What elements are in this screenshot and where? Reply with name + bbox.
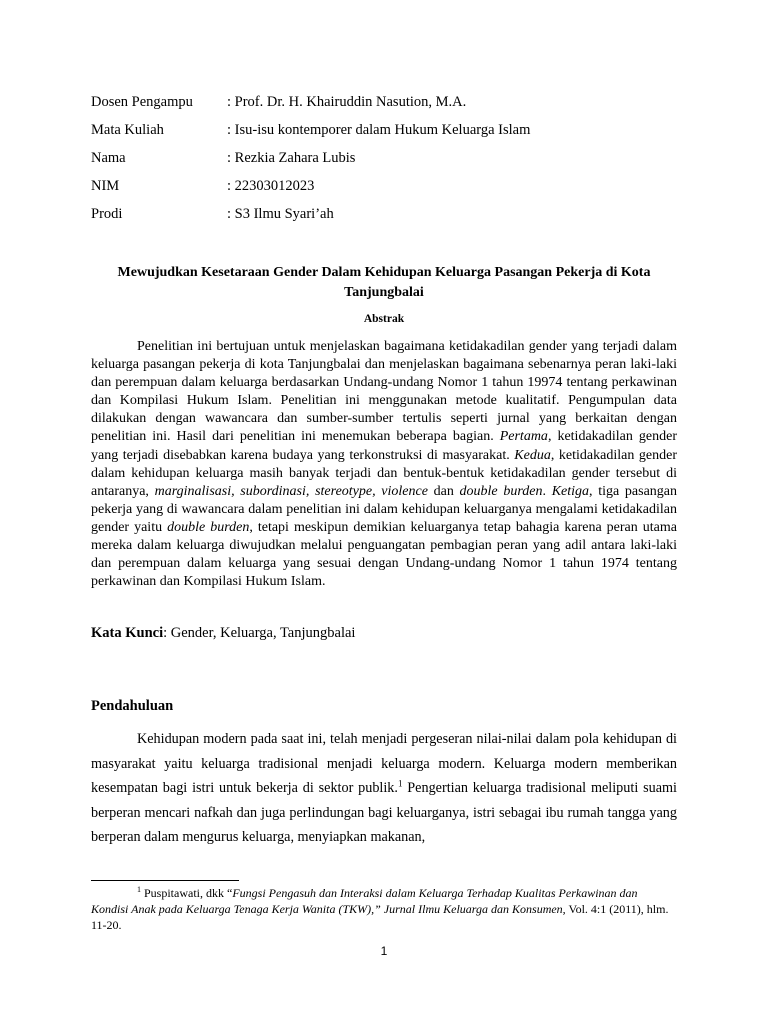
abstract-text: dan	[427, 483, 460, 499]
intro-text: Kehidupan modern pada saat ini, telah menjadi pergeseran nilai-nilai dalam pola kehidupan di masyarakat yaitu keluarga tradisional menjadi keluarga modern. Keluarga modern memberikan kesempatan bagi istri untuk bekerja di sektor publik.	[91, 731, 677, 796]
info-label: NIM	[91, 178, 120, 194]
footnote-rest: Vol. 4:1 (2011), hlm. 11-20.	[91, 902, 669, 932]
footnote-italic: Fungsi Pengasuh dan Interaksi dalam Keluarga Terhadap Kualitas Perkawinan dan Kondisi Anak pada Keluarga Tenaga Kerja Wanita (TKW),” Jurnal Ilmu Keluarga dan Konsumen,	[91, 886, 638, 916]
footnote-reference[interactable]: 1	[397, 778, 403, 789]
info-row-dosen	[91, 94, 466, 111]
info-row-prodi	[91, 206, 334, 223]
abstract-text: , tiga pasangan pekerja yang di wawancara dalam penelitian ini dalam kehidupan keluarganya mengalami ketidakadilan gender yaitu	[91, 483, 678, 535]
page-number: 1	[380, 944, 388, 958]
abstract-italic: double burden	[167, 519, 250, 535]
intro-paragraph	[91, 727, 677, 850]
info-row-mata-kuliah	[91, 122, 530, 139]
intro-text: Pengertian keluarga tradisional meliputi suami berperan mencari nafkah dan juga perlindungan bagi keluarganya, istri sebagai ibu rumah tangga yang berperan dalam mengurus keluarga, menyiapkan makanan,	[91, 780, 677, 845]
abstract-italic: Kedua	[514, 447, 551, 463]
abstract-text: Penelitian ini bertujuan untuk menjelaskan bagaimana ketidakadilan gender yang terjadi dalam keluarga pasangan pekerja di kota Tanjungbalai dan menjelaskan bagaimana sebenarnya peran laki-laki dan perempuan dalam keluarga berdasarkan Undang-undang Nomor 1 tahun 19974 tentang perkawinan dan Kompilasi Hukum Islam. Penelitian ini menggunakan metode kualitatif. Pengumpulan data dilakukan dengan wawancara dan sumber-sumber tertulis seperti jurnal yang berkaitan dengan penelitian ini. Hasil dari penelitian ini menemukan beberapa bagian.	[91, 339, 677, 445]
abstract-text: , ketidakadilan gender yang terjadi disebabkan karena budaya yang terkonstruksi di masyarakat.	[91, 429, 677, 463]
keywords-line	[91, 624, 355, 642]
abstract-paragraph	[91, 338, 677, 591]
footnote-author: Puspitawati, dkk “	[141, 886, 233, 900]
info-row-nama	[91, 150, 355, 167]
info-row-nim	[91, 178, 314, 195]
abstract-italic: double burden	[459, 483, 543, 499]
footnote-mark: 1	[137, 885, 141, 894]
abstract-italic: Pertama	[499, 429, 548, 445]
info-value: : Prof. Dr. H. Khairuddin Nasution, M.A.	[227, 94, 467, 110]
footnote	[91, 885, 677, 933]
footnote-divider	[91, 880, 239, 881]
keywords-value: : Gender, Keluarga, Tanjungbalai	[163, 625, 356, 641]
abstract-text: , ketidakadilan gender dalam kehidupan keluarga masih banyak terjadi dan bentuk-bentuk ketidakadilan gender tersebut di antaranya,	[91, 447, 677, 499]
paper-title: Mewujudkan Kesetaraan Gender Dalam Kehidupan Keluarga Pasangan Pekerja di Kota Tanjungbalai	[117, 265, 651, 300]
abstract-text: , tetapi meskipun demikian keluarganya tetap bahagia karena peran utama mereka dalam keluarga diwujudkan melalui penguangatan pembagian peran yang adil antara laki-laki dan perempuan dalam keluarga yang sesuai dengan Undang-undang Nomor 1 tahun 1974 tentang perkawinan dan Kompilasi Hukum Islam.	[91, 519, 677, 590]
info-value: : Isu-isu kontemporer dalam Hukum Keluarga Islam	[227, 122, 531, 138]
info-value: : 22303012023	[227, 178, 315, 194]
info-label: Dosen Pengampu	[91, 94, 193, 110]
abstract-italic: marginalisasi, subordinasi, stereotype, violence	[154, 483, 428, 499]
abstract-italic: Ketiga	[551, 483, 590, 499]
info-label: Prodi	[91, 206, 123, 222]
keywords-label: Kata Kunci	[91, 625, 164, 641]
abstract-heading: Abstrak	[363, 313, 405, 325]
abstract-text: .	[542, 483, 552, 499]
info-label: Mata Kuliah	[91, 122, 164, 138]
info-value: : Rezkia Zahara Lubis	[227, 150, 356, 166]
info-value: : S3 Ilmu Syari’ah	[227, 206, 334, 222]
section-heading: Pendahuluan	[91, 698, 174, 714]
info-label: Nama	[91, 150, 126, 166]
